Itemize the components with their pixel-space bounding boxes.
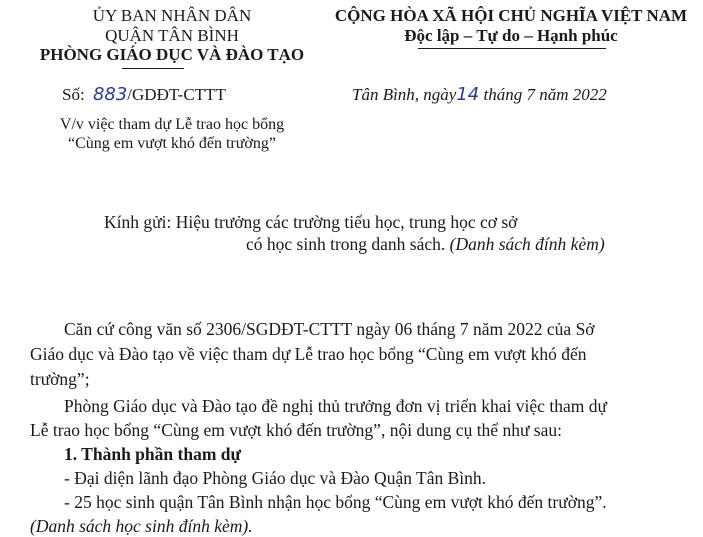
recipient-line-2-italic: (Danh sách đính kèm) [449,234,605,254]
department-name: PHÒNG GIÁO DỤC VÀ ĐÀO TẠO [39,45,305,64]
para2-line-2: Lễ trao học bổng “Cùng em vượt khó đến trường”, nội dung cụ thể như sau: [30,420,562,440]
recipient-line-1: Kính gửi: Hiệu trưởng các trường tiểu học, trung học cơ sở [104,212,518,232]
para2-line-1: Phòng Giáo dục và Đào tạo đề nghị thủ trưởng đơn vị triển khai việc tham dự [64,396,607,416]
document-number [62,84,226,105]
para1-line-3: trường”; [30,369,90,389]
recipient-line-2 [246,234,605,255]
doc-number-handwritten: 883 [92,84,128,105]
date-handwritten-day: 14 [456,84,480,105]
motto-underline [418,48,606,49]
doc-number-suffix: /GDĐT-CTTT [127,85,226,104]
bullet-1: - Đại diện lãnh đạo Phòng Giáo dục và Đào Quận Tân Bình. [64,468,487,488]
para1-line-2: Giáo dục và Đào tạo về việc tham dự Lễ trao học bổng “Cùng em vượt khó đến [30,344,587,364]
national-title: CỘNG HÒA XÃ HỘI CHỦ NGHĨA VIỆT NAM [334,6,688,25]
department-underline [122,68,184,69]
subject-line-1: V/v việc tham dự Lễ trao học bổng [59,116,285,133]
doc-number-prefix: Số: [62,85,85,104]
date-before: Tân Bình, ngày [352,85,457,104]
agency-name: ỦY BAN NHÂN DÂN [92,6,252,25]
date-after: tháng 7 năm 2022 [483,85,607,104]
bullet-2-note: (Danh sách học sinh đính kèm). [30,516,253,536]
recipient-line-2-plain: có học sinh trong danh sách. [246,234,446,254]
district-name: QUẬN TÂN BÌNH [105,26,239,45]
national-motto: Độc lập – Tự do – Hạnh phúc [404,26,618,45]
section1-title: 1. Thành phần tham dự [64,444,241,464]
bullet-2: - 25 học sinh quận Tân Bình nhận học bổng “Cùng em vượt khó đến trường”. [64,492,607,512]
issue-date [352,84,607,105]
para1-line-1: Căn cứ công văn số 2306/SGDĐT-CTTT ngày 06 tháng 7 năm 2022 của Sở [64,319,595,339]
subject-line-2: “Cùng em vượt khó đến trường” [67,135,276,152]
